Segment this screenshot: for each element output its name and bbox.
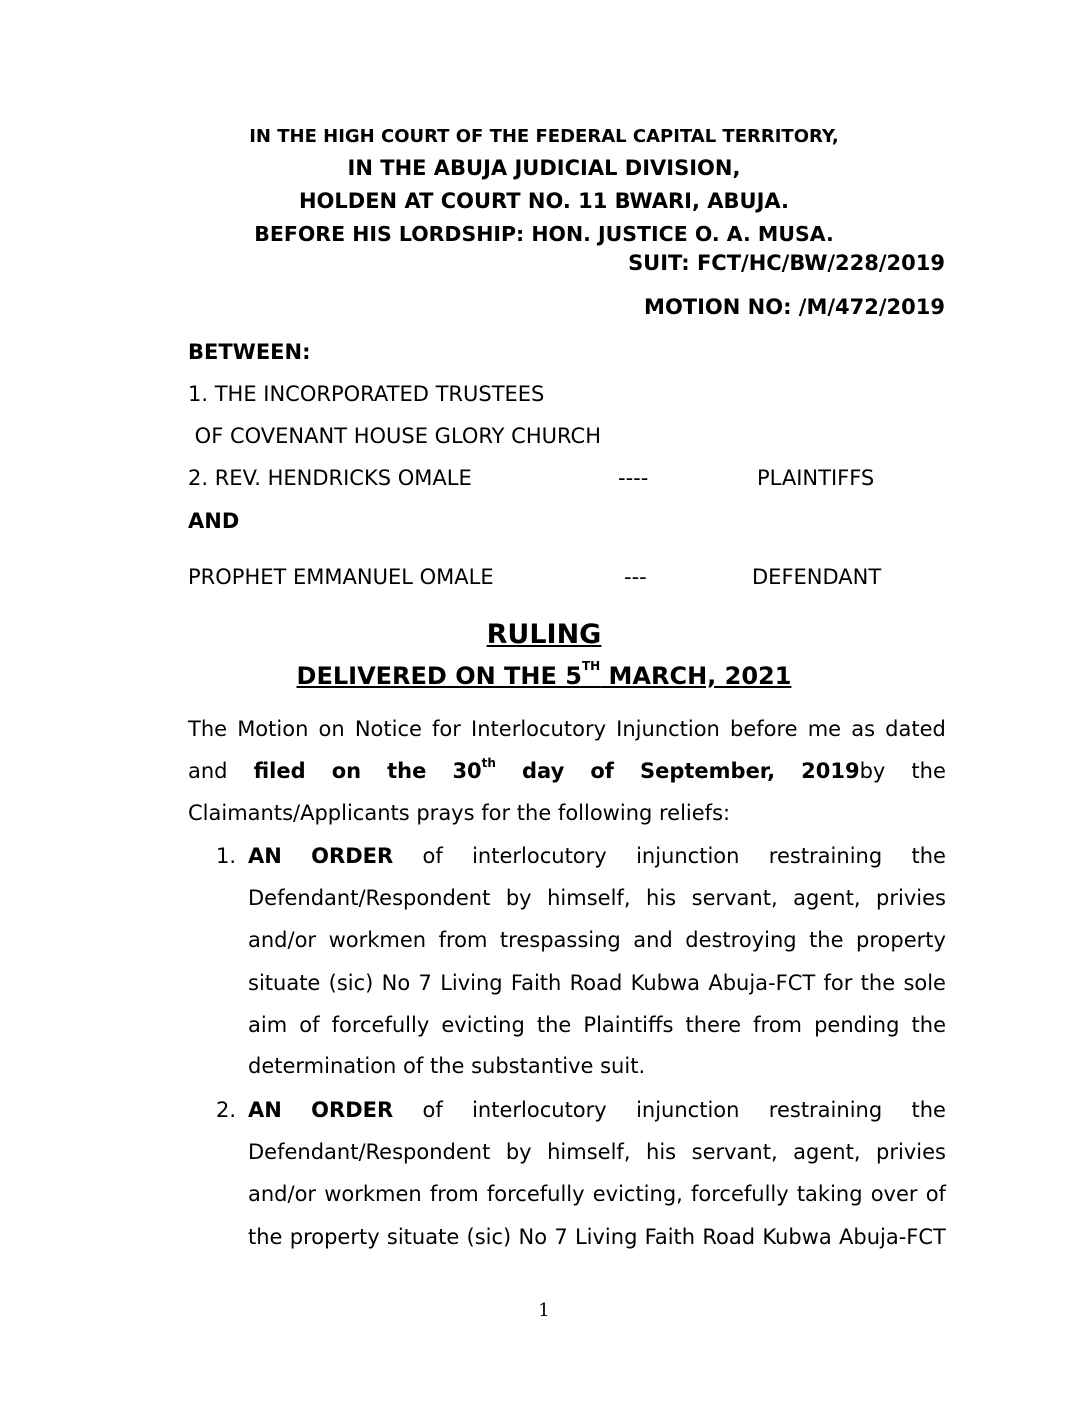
word: interlocutory <box>472 1098 607 1122</box>
defendant-dash: --- <box>624 565 647 589</box>
word: Defendant/Respondent <box>248 1140 491 1165</box>
word: and/or <box>248 1182 317 1207</box>
word: agent, <box>793 1140 861 1165</box>
delivered-text-a: DELIVERED ON THE 5 <box>296 662 582 690</box>
word: Injunction <box>616 717 720 741</box>
word: on <box>318 717 345 741</box>
word: of <box>422 1098 443 1122</box>
word: the <box>248 1224 283 1249</box>
court-heading-line-2: IN THE ABUJA JUDICIAL DIVISION, <box>347 156 741 180</box>
ruling-title: RULING <box>486 619 602 650</box>
word: AN <box>248 844 282 868</box>
word: by <box>505 886 532 911</box>
word: pending <box>814 1012 900 1037</box>
word: property <box>289 1224 380 1249</box>
word: 7 <box>418 970 432 995</box>
word: from <box>429 1182 479 1207</box>
word: forcefully <box>486 1182 585 1207</box>
word: and/or <box>248 928 317 953</box>
word: Living <box>574 1224 638 1249</box>
suit-number: SUIT: FCT/HC/BW/228/2019 <box>628 251 945 275</box>
word: Motion <box>237 717 309 741</box>
intro-word: the <box>911 759 946 783</box>
delivered-text-b: MARCH, 2021 <box>600 662 792 690</box>
word: over <box>870 1182 918 1207</box>
motion-number: MOTION NO: /M/472/2019 <box>644 295 945 319</box>
word: Defendant/Respondent <box>248 886 491 911</box>
word: for <box>823 970 853 995</box>
word: taking <box>796 1182 863 1207</box>
relief-line <box>248 971 946 995</box>
word: and <box>633 928 673 953</box>
word: of <box>925 1182 946 1207</box>
relief-line <box>248 928 946 952</box>
word: injunction <box>636 1098 740 1122</box>
intro-word: on <box>331 759 362 783</box>
plaintiff-1-line-b: OF COVENANT HOUSE GLORY CHURCH <box>188 424 601 448</box>
relief-line <box>248 1225 946 1249</box>
intro-word: day <box>522 759 565 783</box>
word: Interlocutory <box>471 717 607 741</box>
word: the <box>911 1098 946 1122</box>
word: there <box>685 1012 742 1037</box>
and-label: AND <box>188 509 240 533</box>
word: trespassing <box>499 928 621 953</box>
word: forcefully <box>690 1182 789 1207</box>
plaintiff-1-line-a: 1. THE INCORPORATED TRUSTEES <box>188 382 545 406</box>
relief-line <box>248 886 946 910</box>
word: Abuja-FCT <box>708 970 816 995</box>
intro-word: September, <box>639 759 776 783</box>
plaintiff-2: 2. REV. HENDRICKS OMALE <box>188 466 472 490</box>
court-heading-line-4: BEFORE HIS LORDSHIP: HON. JUSTICE O. A. MUSA. <box>254 222 834 246</box>
word: aim <box>248 1012 288 1037</box>
word: agent, <box>793 886 861 911</box>
word: servant, <box>691 1140 778 1165</box>
word: restraining <box>768 844 883 868</box>
court-heading-line-3: HOLDEN AT COURT NO. 11 BWARI, ABUJA. <box>298 189 790 213</box>
relief-2-number: 2. <box>216 1098 237 1122</box>
word: Kubwa <box>762 1224 832 1249</box>
word: 7 <box>554 1224 568 1249</box>
relief-line <box>248 1140 946 1164</box>
word: of <box>422 844 443 868</box>
word: Road <box>702 1224 756 1249</box>
word: restraining <box>768 1098 883 1122</box>
word: for <box>432 717 461 741</box>
word: the <box>860 970 896 995</box>
word: the <box>536 1012 572 1037</box>
word: injunction <box>636 844 740 868</box>
word: The <box>188 717 228 741</box>
word: Plaintiffs <box>583 1012 674 1037</box>
delivered-sup: TH <box>581 659 601 673</box>
relief-1-last-line: determination of the substantive suit. <box>248 1054 646 1078</box>
plaintiff-dash: ---- <box>618 466 649 490</box>
word: situate <box>248 970 321 995</box>
word: workmen <box>324 1182 422 1207</box>
word: Abuja-FCT <box>839 1224 946 1249</box>
plaintiffs-label: PLAINTIFFS <box>757 466 875 490</box>
word: from <box>438 928 488 953</box>
word: property <box>856 928 946 953</box>
word: (sic) <box>328 970 374 995</box>
word: of <box>299 1012 320 1037</box>
word: situate <box>386 1224 460 1249</box>
word: ORDER <box>311 1098 394 1122</box>
defendant-label: DEFENDANT <box>752 565 882 589</box>
word: from <box>753 1012 802 1037</box>
defendant-name: PROPHET EMMANUEL OMALE <box>188 565 494 589</box>
word: (sic) <box>466 1224 512 1249</box>
intro-line-1 <box>188 717 946 741</box>
word: the <box>911 844 946 868</box>
word: Kubwa <box>630 970 701 995</box>
intro-word: filed <box>253 759 306 783</box>
word: dated <box>885 717 946 741</box>
word: Notice <box>354 717 422 741</box>
relief-line <box>248 1098 946 1122</box>
word: sole <box>903 970 946 995</box>
word: the <box>911 1012 946 1037</box>
word: himself, <box>547 1140 631 1165</box>
intro-word-30th: 30th <box>452 756 496 783</box>
intro-word: and <box>188 759 228 783</box>
word: me <box>807 717 842 741</box>
word: privies <box>876 886 946 911</box>
word: ORDER <box>311 844 394 868</box>
word: before <box>730 717 798 741</box>
intro-word-2019by: 2019by <box>801 759 886 783</box>
word: Road <box>569 970 623 995</box>
word: destroying <box>685 928 797 953</box>
word: Faith <box>510 970 562 995</box>
word: by <box>505 1140 532 1165</box>
between-label: BETWEEN: <box>188 340 311 364</box>
relief-line <box>248 1013 946 1037</box>
word: Faith <box>644 1224 696 1249</box>
word: servant, <box>691 886 778 911</box>
intro-line-2 <box>188 756 946 783</box>
word: the <box>809 928 844 953</box>
word: as <box>851 717 876 741</box>
relief-line <box>248 844 946 868</box>
word: No <box>381 970 411 995</box>
relief-line <box>248 1182 946 1206</box>
intro-word: the <box>387 759 427 783</box>
intro-line-3: Claimants/Applicants prays for the following reliefs: <box>188 801 731 825</box>
word: himself, <box>547 886 631 911</box>
relief-1-number: 1. <box>216 844 237 868</box>
word: evicting <box>441 1012 525 1037</box>
word: No <box>518 1224 548 1249</box>
intro-word: of <box>590 759 614 783</box>
court-heading-line-1: IN THE HIGH COURT OF THE FEDERAL CAPITAL TERRITORY, <box>249 126 839 147</box>
word: his <box>646 886 677 911</box>
delivered-date <box>0 659 1088 690</box>
word: forcefully <box>331 1012 430 1037</box>
word: AN <box>248 1098 282 1122</box>
word: privies <box>876 1140 946 1165</box>
word: his <box>646 1140 677 1165</box>
page-number: 1 <box>538 1300 550 1321</box>
word: evicting, <box>592 1182 683 1207</box>
word: interlocutory <box>472 844 607 868</box>
word: workmen <box>328 928 427 953</box>
word: Living <box>440 970 503 995</box>
